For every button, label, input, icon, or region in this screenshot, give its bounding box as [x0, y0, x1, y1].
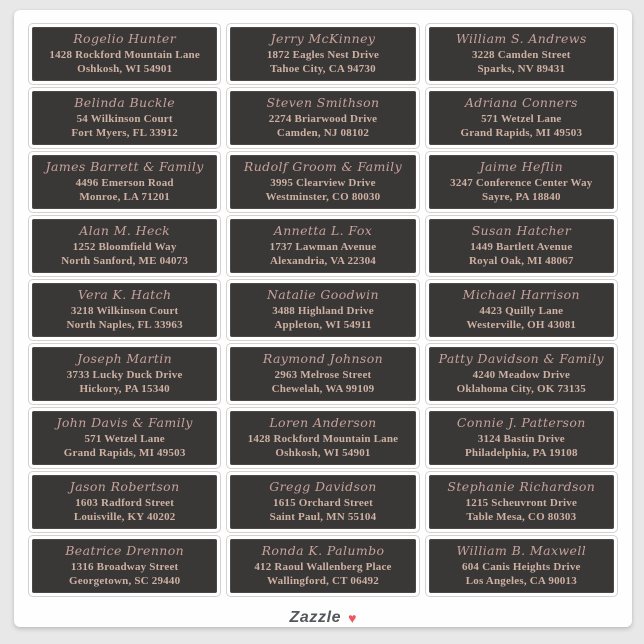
address-line-2: Georgetown, SC 29440 — [69, 575, 181, 588]
address-line-1: 571 Wetzel Lane — [481, 112, 562, 125]
label-cut-outline — [425, 407, 618, 469]
address-line-2: North Sanford, ME 04073 — [61, 255, 189, 268]
recipient-name: Joseph Martin — [77, 350, 173, 366]
label-grid — [14, 10, 632, 597]
label-cut-outline — [425, 215, 618, 277]
label-cut-outline — [28, 471, 221, 533]
address-label — [429, 219, 614, 273]
address-line-2: Fort Myers, FL 33912 — [71, 127, 178, 140]
recipient-name: Gregg Davidson — [269, 478, 377, 494]
address-line-1: 2274 Briarwood Drive — [268, 112, 378, 125]
address-line-1: 3228 Camden Street — [471, 48, 571, 61]
label-cut-outline — [226, 535, 419, 597]
address-line-1: 1428 Rockford Mountain Lane — [247, 432, 399, 445]
label-cut-outline — [425, 279, 618, 341]
address-line-1: 1872 Eagles Nest Drive — [266, 48, 380, 61]
label-cut-outline — [28, 23, 221, 85]
address-line-2: Alexandria, VA 22304 — [270, 255, 376, 268]
address-line-2: Westminster, CO 80030 — [265, 191, 381, 204]
address-label — [32, 475, 217, 529]
address-label — [230, 475, 415, 529]
address-line-2: Monroe, LA 71201 — [79, 191, 171, 204]
address-line-1: 604 Canis Heights Drive — [462, 560, 581, 573]
recipient-name: Connie J. Patterson — [456, 414, 586, 430]
recipient-name: Annetta L. Fox — [273, 222, 373, 238]
label-cut-outline — [28, 279, 221, 341]
address-label — [429, 347, 614, 401]
recipient-name: Jason Robertson — [69, 478, 180, 494]
label-cut-outline — [226, 343, 419, 405]
label-cut-outline — [28, 535, 221, 597]
zazzle-logo: Zazzle — [289, 609, 342, 626]
heart-icon: ♥ — [348, 610, 357, 626]
address-label — [32, 283, 217, 337]
recipient-name: Loren Anderson — [269, 414, 377, 430]
address-line-1: 4423 Quilly Lane — [479, 304, 564, 317]
address-line-2: Camden, NJ 08102 — [276, 127, 370, 140]
address-label — [230, 539, 415, 593]
label-cut-outline — [226, 215, 419, 277]
address-label — [429, 539, 614, 593]
label-cut-outline — [425, 87, 618, 149]
address-label — [429, 411, 614, 465]
recipient-name: Natalie Goodwin — [266, 286, 379, 302]
recipient-name: Stephanie Richardson — [447, 478, 596, 494]
recipient-name: William S. Andrews — [455, 30, 587, 46]
recipient-name: Belinda Buckle — [74, 94, 176, 110]
address-line-1: 4496 Emerson Road — [75, 176, 174, 189]
address-line-2: Royal Oak, MI 48067 — [469, 255, 574, 268]
address-label — [230, 283, 415, 337]
recipient-name: Rogelio Hunter — [73, 30, 177, 46]
address-label — [429, 27, 614, 81]
address-line-1: 3995 Clearview Drive — [270, 176, 376, 189]
address-line-1: 571 Wetzel Lane — [84, 432, 165, 445]
address-line-1: 1449 Bartlett Avenue — [470, 240, 573, 253]
label-cut-outline — [28, 215, 221, 277]
recipient-name: William B. Maxwell — [456, 542, 587, 558]
label-cut-outline — [28, 87, 221, 149]
address-line-1: 1737 Lawman Avenue — [269, 240, 377, 253]
address-line-1: 2963 Melrose Street — [274, 368, 372, 381]
address-line-1: 3733 Lucky Duck Drive — [66, 368, 183, 381]
address-line-2: Grand Rapids, MI 49503 — [63, 447, 186, 460]
label-cut-outline — [226, 87, 419, 149]
label-cut-outline — [425, 471, 618, 533]
address-line-1: 54 Wilkinson Court — [76, 112, 173, 125]
recipient-name: Michael Harrison — [462, 286, 580, 302]
recipient-name: James Barrett & Family — [45, 158, 204, 174]
address-label — [230, 219, 415, 273]
address-label — [429, 475, 614, 529]
recipient-name: Rudolf Groom & Family — [243, 158, 403, 174]
label-cut-outline — [226, 279, 419, 341]
sticker-sheet — [14, 10, 632, 627]
recipient-name: Alan M. Heck — [79, 222, 171, 238]
recipient-name: Susan Hatcher — [471, 222, 572, 238]
label-cut-outline — [226, 407, 419, 469]
recipient-name: Jaime Heflin — [479, 158, 564, 174]
address-line-1: 1603 Radford Street — [75, 496, 175, 509]
address-label — [230, 155, 415, 209]
address-label — [230, 347, 415, 401]
address-line-2: Tahoe City, CA 94730 — [270, 63, 376, 76]
label-cut-outline — [226, 151, 419, 213]
address-line-2: Philadelphia, PA 19108 — [464, 447, 578, 460]
address-label — [32, 411, 217, 465]
address-line-1: 1316 Broadway Street — [70, 560, 179, 573]
address-line-1: 3488 Highland Drive — [272, 304, 374, 317]
address-line-1: 3218 Wilkinson Court — [70, 304, 179, 317]
label-cut-outline — [425, 151, 618, 213]
address-label — [32, 155, 217, 209]
address-line-2: Grand Rapids, MI 49503 — [460, 127, 583, 140]
address-label — [32, 219, 217, 273]
address-line-2: Oshkosh, WI 54901 — [77, 63, 173, 76]
label-cut-outline — [425, 343, 618, 405]
address-line-2: Sparks, NV 89431 — [477, 63, 566, 76]
address-label — [32, 27, 217, 81]
address-line-1: 3247 Conference Center Way — [450, 176, 593, 189]
address-line-2: Oshkosh, WI 54901 — [275, 447, 371, 460]
label-cut-outline — [28, 151, 221, 213]
address-line-1: 1428 Rockford Mountain Lane — [49, 48, 200, 61]
address-line-1: 1615 Orchard Street — [273, 496, 373, 509]
address-line-2: Table Mesa, CO 80303 — [466, 511, 577, 524]
recipient-name: John Davis & Family — [56, 414, 193, 430]
address-line-1: 412 Raoul Wallenberg Place — [254, 560, 392, 573]
address-line-2: Westerville, OH 43081 — [466, 319, 577, 332]
address-label — [429, 155, 614, 209]
address-label — [32, 539, 217, 593]
recipient-name: Steven Smithson — [266, 94, 380, 110]
address-line-2: Appleton, WI 54911 — [274, 319, 372, 332]
label-cut-outline — [425, 23, 618, 85]
recipient-name: Vera K. Hatch — [77, 286, 172, 302]
recipient-name: Adriana Conners — [464, 94, 578, 110]
address-line-2: Sayre, PA 18840 — [481, 191, 561, 204]
address-line-2: Wallingford, CT 06492 — [267, 575, 379, 588]
address-line-2: Louisville, KY 40202 — [73, 511, 176, 524]
label-cut-outline — [28, 407, 221, 469]
recipient-name: Jerry McKinney — [270, 30, 376, 46]
address-label — [32, 91, 217, 145]
address-line-1: 1215 Scheuvront Drive — [465, 496, 578, 509]
address-line-2: North Naples, FL 33963 — [66, 319, 183, 332]
address-line-2: Los Angeles, CA 90013 — [465, 575, 577, 588]
address-line-2: Chewelah, WA 99109 — [271, 383, 375, 396]
label-cut-outline — [226, 23, 419, 85]
label-cut-outline — [28, 343, 221, 405]
address-label — [429, 91, 614, 145]
address-label — [230, 27, 415, 81]
address-line-1: 1252 Bloomfield Way — [72, 240, 177, 253]
address-line-1: 3124 Bastin Drive — [477, 432, 565, 445]
recipient-name: Beatrice Drennon — [65, 542, 185, 558]
label-cut-outline — [226, 471, 419, 533]
label-cut-outline — [425, 535, 618, 597]
sheet-footer — [14, 605, 632, 631]
address-label — [429, 283, 614, 337]
recipient-name: Raymond Johnson — [262, 350, 384, 366]
address-line-2: Oklahoma City, OK 73135 — [456, 383, 586, 396]
address-line-2: Hickory, PA 15340 — [79, 383, 170, 396]
address-label — [32, 347, 217, 401]
recipient-name: Ronda K. Palumbo — [261, 542, 385, 558]
address-line-1: 4240 Meadow Drive — [472, 368, 571, 381]
address-line-2: Saint Paul, MN 55104 — [269, 511, 377, 524]
address-label — [230, 91, 415, 145]
recipient-name: Patty Davidson & Family — [438, 350, 604, 366]
address-label — [230, 411, 415, 465]
